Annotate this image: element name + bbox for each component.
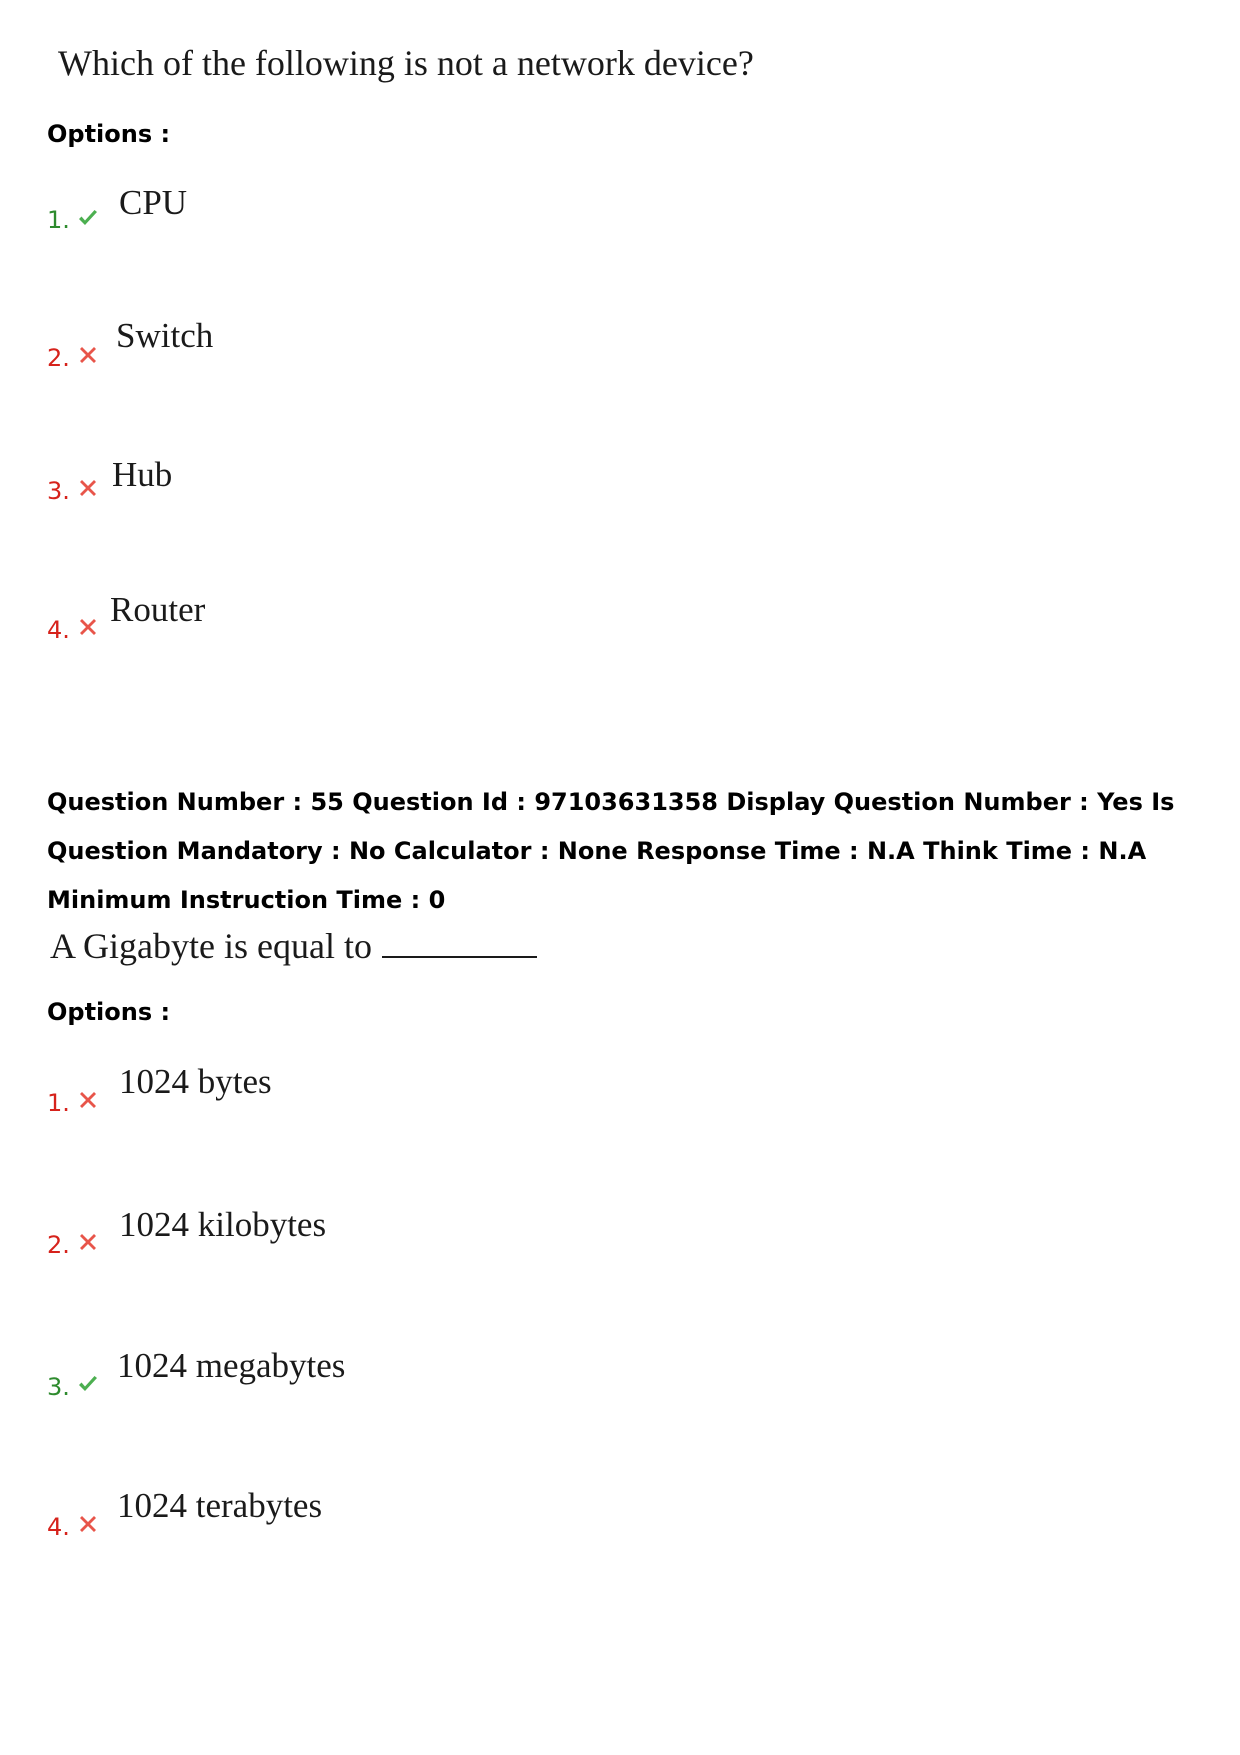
check-icon: [76, 1372, 100, 1396]
cross-icon: [76, 1088, 100, 1112]
option-text: 1024 bytes: [119, 1062, 272, 1101]
options-label: Options :: [47, 998, 171, 1026]
question-2-label: A Gigabyte is equal to: [50, 926, 372, 966]
option-text: 1024 megabytes: [117, 1346, 346, 1385]
option-number: 2.: [47, 1231, 70, 1259]
option-text: CPU: [119, 183, 188, 222]
cross-icon: [76, 476, 100, 500]
option-number: 4.: [47, 616, 70, 644]
option-text: Router: [110, 590, 206, 629]
option-text: 1024 kilobytes: [119, 1205, 327, 1244]
cross-icon: [76, 615, 100, 639]
option-text: Switch: [116, 316, 214, 355]
option-text: 1024 terabytes: [117, 1486, 323, 1525]
options-label: Options :: [47, 120, 171, 148]
question-2-text: [50, 925, 537, 967]
answer-blank: [382, 928, 537, 958]
cross-icon: [76, 1230, 100, 1254]
option-number: 1.: [47, 1089, 70, 1117]
cross-icon: [76, 1512, 100, 1536]
option-number: 2.: [47, 344, 70, 372]
question-1-text: Which of the following is not a network device?: [58, 43, 754, 83]
option-number: 4.: [47, 1513, 70, 1541]
question-metadata: Question Number : 55 Question Id : 97103631358 Display Question Number : Yes Is Question Mandatory : No Calculator : None Response Time : N.A Think Time : N.A Minimum Instruction Time : 0: [47, 788, 1175, 914]
check-icon: [76, 206, 100, 230]
option-number: 3.: [47, 1373, 70, 1401]
cross-icon: [76, 343, 100, 367]
option-number: 3.: [47, 477, 70, 505]
option-number: 1.: [47, 206, 70, 234]
option-text: Hub: [112, 455, 173, 494]
